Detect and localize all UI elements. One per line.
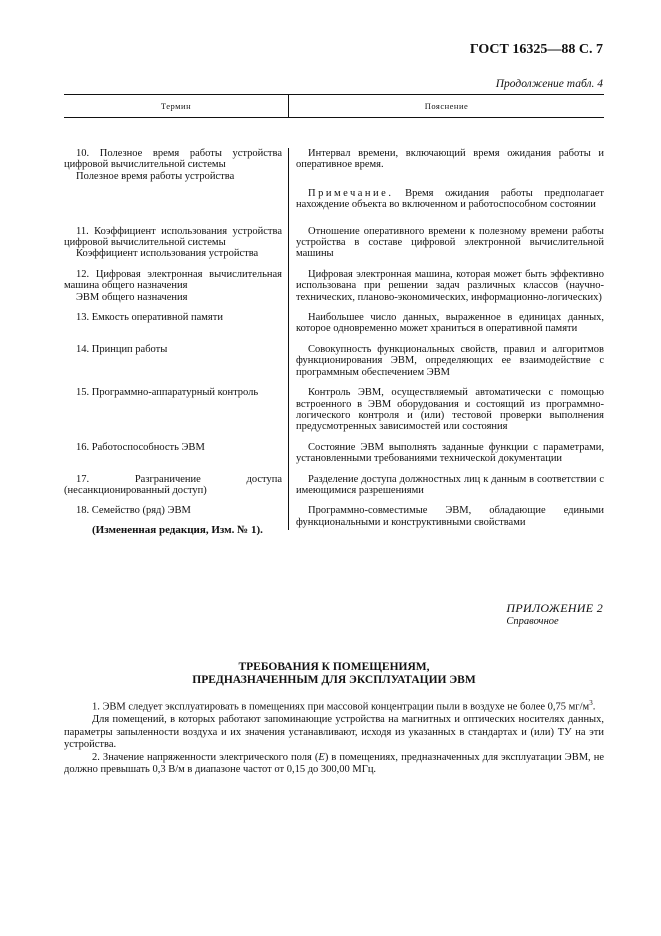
table-body [64,148,604,530]
amendment-note: (Измененная редакция, Изм. № 1). [92,524,263,536]
table-row [64,226,604,260]
term-cell [64,474,288,497]
column-divider [288,148,289,530]
term-cell [64,148,288,211]
column-header-explanation: Пояснение [424,101,469,111]
explanation-cell [288,505,604,528]
term-short: Коэффициент использования устройства [76,248,259,260]
explanation-text: Цифровая электронная машина, которая может быть эффективно использована при решении задач различных классов (научно-технических, планово-экономических, информационно-логических) [296,268,604,303]
paragraph-1 [64,697,604,714]
term-short: Полезное время работы устройства [76,170,235,182]
terms-table [64,94,604,530]
note-text: Время ожидания работы предполагает нахождение объекта во включенном и работоспособном состоянии [296,187,604,211]
paragraph-3-text-b: ) в помещениях, предназначенных для эксплуатации ЭВМ, не должно превышать 0,3 В/м в диапазоне частот от 0,15 до 300,00 МГц. [64,751,605,776]
section-title-line1: ТРЕБОВАНИЯ К ПОМЕЩЕНИЯМ, [238,661,430,673]
table-row [64,387,604,433]
note-paragraph [296,188,604,211]
table-continuation-label: Продолжение табл. 4 [495,78,603,90]
explanation-text: Отношение оперативного времени к полезному времени работы устройства в составе цифровой электронной вычислительной машины [296,225,604,260]
explanation-cell [288,474,604,497]
term-text: 16. Работоспособность ЭВМ [76,441,205,453]
term-text: 15. Программно-аппаратурный контроль [76,387,259,399]
term-text: 13. Емкость оперативной памяти [76,312,223,324]
explanation-cell [288,312,604,335]
explanation-cell [288,148,604,211]
note-label: Примечание. [308,187,394,199]
paragraph-1-end: . [592,701,596,713]
paragraph-2: Для помещений, в которых работают запоминающие устройства на магнитных и оптических носителях данных, параметры запыленности воздуха и их значения устанавливают, исходя из указанных в стандартах и (или) ТУ на эти устройства. [64,714,604,751]
table-row [64,344,604,378]
term-text: 17. Разграничение доступа (несанкционированный доступ) [64,473,282,496]
term-cell [64,312,288,335]
term-cell [64,387,288,433]
table-row [64,442,604,465]
term-text: 11. Коэффициент использования устройства цифровой вычислительной системы [64,225,282,249]
explanation-cell [288,269,604,303]
explanation-text: Контроль ЭВМ, осуществляемый автоматически с помощью встроенного в ЭВМ оборудования и состоящий из программно-логического контроля и (или) тестовой проверки выполнения предусмотренных зависимостей или состояния [296,387,604,433]
table-row [64,312,604,335]
explanation-cell [288,442,604,465]
field-symbol: E [318,751,325,763]
explanation-text: Состояние ЭВМ выполнять заданные функции с параметрами, установленными требованиями технической документации [296,441,604,465]
explanation-text: Совокупность функциональных свойств, правил и алгоритмов функционирования ЭВМ, определяющих ее взаимодействие с программным обеспечением ЭВМ [296,343,604,378]
section-title [64,661,604,687]
paragraph-3-text-a: 2. Значение напряженности электрического поля ( [92,751,319,763]
term-cell [64,226,288,260]
superscript: 3 [589,699,593,707]
term-short: ЭВМ общего назначения [76,291,188,303]
paragraph-1-text: 1. ЭВМ следует эксплуатировать в помещениях при массовой концентрации пыли в воздухе не более 0,75 мг/м [92,701,590,713]
term-cell [64,344,288,378]
section-body [64,697,604,777]
explanation-text: Разделение доступа должностных лиц к данным в соответствии с имеющимися разрешениями [296,473,604,496]
table-header [64,94,604,118]
term-text: 14. Принцип работы [76,343,168,355]
explanation-text: Интервал времени, включающий время ожидания работы и оперативное время. [296,148,604,171]
explanation-text: Наибольшее число данных, выраженное в единицах данных, которое одновременно может храниться в оперативной памяти [296,312,604,335]
paragraph-3 [64,752,604,777]
term-cell [64,269,288,303]
appendix-label [506,601,603,627]
explanation-text: Программно-совместимые ЭВМ, обладающие едиными функциональными и конструктивными свойствами [296,505,604,528]
term-cell [64,442,288,465]
table-row [64,269,604,303]
term-text: 10. Полезное время работы устройства цифровой вычислительной системы [64,148,282,171]
term-text: 18. Семейство (ряд) ЭВМ [76,505,191,517]
explanation-cell [288,344,604,378]
table-row [64,148,604,211]
appendix-title: ПРИЛОЖЕНИЕ 2 [506,601,603,615]
term-text: 12. Цифровая электронная вычислительная машина общего назначения [64,268,282,292]
explanation-cell [288,226,604,260]
explanation-cell [288,387,604,433]
column-header-term: Термин [64,95,289,117]
section-title-line2: ПРЕДНАЗНАЧЕННЫМ ДЛЯ ЭКСПЛУАТАЦИИ ЭВМ [192,674,476,686]
table-row [64,474,604,497]
appendix-subtitle: Справочное [506,616,559,627]
page-header-title: ГОСТ 16325—88 С. 7 [469,42,603,57]
